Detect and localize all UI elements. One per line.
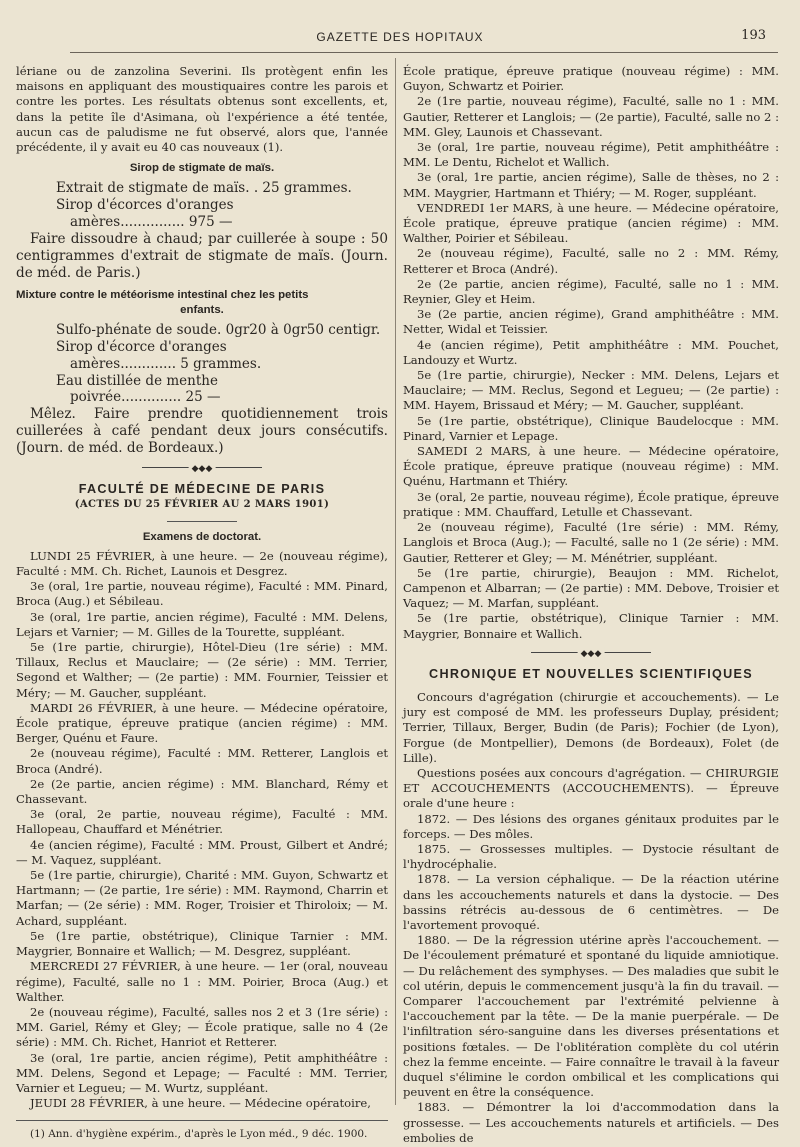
chronique-title: CHRONIQUE ET NOUVELLES SCIENTIFIQUES — [429, 666, 753, 681]
right-column — [403, 64, 779, 1146]
section-divider — [142, 464, 262, 475]
schedule-entry: 3e (oral, 1re partie, ancien régime), Salle de thèses, no 2 : MM. Maygrier, Hartmann et Thiéry; — M. Roger, suppléant. — [403, 170, 779, 200]
schedule-entry: 5e (1re partie, chirurgie), Hôtel-Dieu (1re série) : MM. Tillaux, Reclus et Mauclaire; — (2e série) : MM. Terrier, Segond et Walther; — (2e partie) : MM. Fournier, Teissier et Méry; — M. Gaucher, suppléant. — [16, 640, 388, 700]
quantity: 25 — — [185, 389, 221, 406]
journal-title: GAZETTE DES HOPITAUX — [316, 30, 484, 44]
formula-line: Eau distillée de menthe — [56, 372, 218, 389]
schedule-entry: 2e (nouveau régime), Faculté, salle no 2 : MM. Rémy, Retterer et Broca (André). — [403, 246, 779, 276]
intro-paragraph: lériane ou de zanzolina Severini. Ils protègent enfin les maisons en appliquant des moustiquaires contre les parois et contre les portes. Les résultats obtenus sont excellents, et, dans la petite île d'Asimana, où l'expérience a été tentée, aucun cas de paludisme ne fut observé, alors que, l'année précédente, il y avait eu 40 cas nouveaux (1). — [16, 64, 388, 155]
schedule-entry: 2e (nouveau régime), Faculté (1re série) : MM. Rémy, Langlois et Broca (Aug.); — Faculté, salle no 1 (2e série) : MM. Gautier, Retterer et Gley; — M. Ménétrier, suppléant. — [403, 520, 779, 565]
column-divider — [395, 58, 396, 1105]
schedule-entry: 3e (oral, 2e partie, nouveau régime), Faculté : MM. Hallopeau, Chauffard et Ménétrier. — [16, 807, 388, 837]
mixture-instructions: Mêlez. Faire prendre quotidiennement trois cuillerées à café pendant deux jours consécutifs. (Journ. de méd. de Bordeaux.) — [16, 406, 388, 457]
ingredient: amères............... — [70, 214, 185, 231]
schedule-entry: École pratique, épreuve pratique (nouveau régime) : MM. Guyon, Schwartz et Poirier. — [403, 64, 779, 94]
schedule-entry: 5e (1re partie, obstétrique), Clinique Baudelocque : MM. Pinard, Varnier et Lepage. — [403, 413, 779, 443]
news-paragraph: 1878. — La version céphalique. — De la réaction utérine dans les accouchements naturels et dans la dystocie. — Des bassins rétrécis au-dessous de 6 centimètres. — De l'avortement provoqué. — [403, 872, 779, 932]
formula-line — [56, 214, 388, 231]
schedule-entry: 5e (1re partie, chirurgie), Charité : MM. Guyon, Schwartz et Hartmann; — (2e partie, 1re série) : MM. Raymond, Charrin et Marfan; — (2e série) : MM. Roger, Troisier et Thiroloix; — M. Achard, suppléant. — [16, 868, 388, 928]
ingredient: amères............. — [70, 355, 176, 372]
schedule-entry: JEUDI 28 FÉVRIER, à une heure. — Médecine opératoire, — [30, 1096, 371, 1111]
formula-line — [56, 389, 388, 406]
formula-line: Sirop d'écorce d'oranges — [56, 339, 227, 356]
quantity: 5 grammes. — [180, 355, 262, 372]
schedule-entry: 5e (1re partie, obstétrique), Clinique Tarnier : MM. Maygrier, Bonnaire et Wallich; — M. Desgrez, suppléant. — [16, 928, 388, 959]
mixture-title: Mixture contre le météorisme intestinal chez les petits — [16, 288, 309, 301]
exam-schedule-right — [403, 64, 779, 642]
ingredient: Extrait de stigmate de maïs. . — [56, 180, 259, 197]
sirop-formula — [16, 180, 388, 230]
schedule-entry: 2e (nouveau régime), Faculté, salles nos 2 et 3 (1re série) : MM. Gariel, Rémy et Gley; — École pratique, salle no 4 (2e série) : MM. Ch. Richet, Hanriot et Retterer. — [16, 1004, 388, 1050]
sirop-instructions: Faire dissoudre à chaud; par cuillerée à soupe : 50 centigrammes d'extrait de stigmate de maïs. (Journ. de méd. de Paris.) — [16, 230, 388, 281]
schedule-entry: 2e (nouveau régime), Faculté : MM. Retterer, Langlois et Broca (André). — [16, 746, 388, 776]
schedule-entry: 3e (oral, 1re partie, nouveau régime), Petit amphithéâtre : MM. Le Dentu, Richelot et Wallich. — [403, 140, 779, 170]
short-divider — [167, 521, 237, 522]
sirop-title: Sirop de stigmate de maïs. — [129, 162, 275, 175]
schedule-entry: 3e (oral, 1re partie, ancien régime), Petit amphithéâtre : MM. Delens, Segond et Lepage; — Faculté : MM. Terrier, Varnier et Legueu; — M. Wurtz, suppléant. — [16, 1050, 388, 1095]
schedule-entry: MERCREDI 27 FÉVRIER, à une heure. — 1er (oral, nouveau régime), Faculté, salle no 1 : MM. Poirier, Broca (Aug.) et Walther. — [16, 959, 388, 1004]
schedule-entry: VENDREDI 1er MARS, à une heure. — Médecine opératoire, École pratique, épreuve pratique (ancien régime) : MM. Walther, Poirier et Sébileau. — [403, 200, 779, 246]
schedule-entry: 3e (2e partie, ancien régime), Grand amphithéâtre : MM. Netter, Widal et Teissier. — [403, 307, 779, 337]
news-paragraph: 1880. — De la régression utérine après l'accouchement. — De l'écoulement prématuré et spontané du liquide amniotique. — Du relâchement des symphyses. — Des maladies que subit le col utérin, depuis le commencement jusqu'à la fin du travail. — Comparer l'accouchement par l'extrémité pelvienne à l'accouchement par la tête. — De la manie puerpérale. — De l'infiltration séro-sanguine dans les diverses présentations et positions fœtales. — De l'oblitération complète du col utérin chez la femme enceinte. — Faire connaître le travail à la faveur duquel s'élimine le cordon ombilical et les complications qui peuvent en être la conséquence. — [403, 933, 779, 1100]
schedule-entry: 4e (ancien régime), Petit amphithéâtre : MM. Pouchet, Landouzy et Wurtz. — [403, 337, 779, 367]
quantity: 25 grammes. — [262, 180, 352, 197]
chronique-body — [403, 690, 779, 1146]
formula-line: Sulfo-phénate de soude. 0gr20 à 0gr50 centigr. — [56, 322, 381, 339]
news-paragraph: 1872. — Des lésions des organes génitaux produites par le forceps. — Des môles. — [403, 811, 779, 841]
schedule-entry: 2e (1re partie, nouveau régime), Faculté, salle no 1 : MM. Gautier, Retterer et Langlois; — (2e partie), Faculté, salle no 2 : MM. Gley, Launois et Chassevant. — [403, 94, 779, 139]
schedule-entry: 5e (1re partie, obstétrique), Clinique Tarnier : MM. Maygrier, Bonnaire et Wallich. — [403, 611, 779, 641]
news-paragraph: Questions posées aux concours d'agrégation. — CHIRURGIE ET ACCOUCHEMENTS (ACCOUCHEMENTS). — Épreuve orale d'une heure : — [403, 765, 779, 811]
section-divider — [531, 648, 651, 659]
schedule-entry: 4e (ancien régime), Faculté : MM. Proust, Gilbert et André; — M. Vaquez, suppléant. — [16, 837, 388, 867]
footnote-rule — [16, 1120, 388, 1121]
schedule-entry: MARDI 26 FÉVRIER, à une heure. — Médecine opératoire, École pratique, épreuve pratique (ancien régime) : MM. Berger, Quénu et Faure. — [16, 700, 388, 746]
ornament-icon: ◆◆◆ — [189, 462, 216, 477]
formula-line — [56, 356, 388, 373]
schedule-entry: 2e (2e partie, ancien régime) : MM. Blanchard, Rémy et Chassevant. — [16, 776, 388, 807]
mixture-formula — [16, 322, 388, 406]
formula-line: Sirop d'écorces d'oranges — [56, 197, 234, 214]
examens-title: Examens de doctorat. — [142, 530, 262, 543]
schedule-entry: 5e (1re partie, chirurgie), Necker : MM. Delens, Lejars et Mauclaire; — MM. Reclus, Segond et Legueu; — (2e partie) : MM. Hayem, Brissaud et Méry; — M. Gaucher, suppléant. — [403, 368, 779, 413]
exam-schedule-left — [16, 549, 388, 1112]
formula-line — [56, 180, 388, 197]
schedule-entry: 3e (oral, 1re partie, nouveau régime), Faculté : MM. Pinard, Broca (Aug.) et Sébileau. — [16, 579, 388, 609]
ingredient: poivrée.............. — [70, 389, 182, 406]
schedule-entry: 2e (2e partie, ancien régime), Faculté, salle no 1 : MM. Reynier, Gley et Heim. — [403, 276, 779, 307]
schedule-entry: 3e (oral, 2e partie, nouveau régime), École pratique, épreuve pratique : MM. Chauffard, Letulle et Chassevant. — [403, 489, 779, 519]
left-column — [16, 64, 388, 1111]
schedule-entry: 5e (1re partie, chirurgie), Beaujon : MM. Richelot, Campenon et Albarran; — (2e partie) : MM. Debove, Troisier et Vaquez; — M. Marfan, suppléant. — [403, 565, 779, 611]
page-header — [20, 30, 780, 50]
page-number: 193 — [741, 28, 766, 43]
ornament-icon: ◆◆◆ — [578, 647, 605, 662]
schedule-entry: SAMEDI 2 MARS, à une heure. — Médecine opératoire, École pratique, épreuve pratique (nouveau régime) : MM. Quénu, Hartmann et Thiéry. — [403, 444, 779, 489]
news-paragraph: 1875. — Grossesses multiples. — Dystocie résultant de l'hydrocéphalie. — [403, 841, 779, 872]
schedule-entry: 3e (oral, 1re partie, ancien régime), Faculté : MM. Delens, Lejars et Varnier; — M. Gilles de la Tourette, suppléant. — [16, 609, 388, 639]
faculte-title: FACULTÉ DE MÉDECINE DE PARIS — [78, 482, 326, 497]
schedule-entry: LUNDI 25 FÉVRIER, à une heure. — 2e (nouveau régime), Faculté : MM. Ch. Richet, Launois et Desgrez. — [16, 548, 388, 579]
footnote: (1) Ann. d'hygiène expérim., d'après le Lyon méd., 9 déc. 1900. — [30, 1128, 368, 1140]
header-rule — [70, 52, 778, 53]
mixture-title-cont: enfants. — [180, 304, 224, 317]
faculte-subtitle: (ACTES DU 25 FÉVRIER AU 2 MARS 1901) — [74, 499, 330, 511]
news-paragraph: Concours d'agrégation (chirurgie et accouchements). — Le jury est composé de MM. les professeurs Duplay, président; Terrier, Tillaux, Berger, Budin (de Paris); Fochier (de Lyon), Forgue (de Montpellier), Demons (de Bordeaux), Folet (de Lille). — [403, 689, 779, 765]
quantity: 975 — — [188, 214, 233, 231]
news-paragraph: 1883. — Démontrer la loi d'accommodation dans la grossesse. — Les accouchements naturels et artificiels. — Des embolies de — [403, 1100, 779, 1145]
